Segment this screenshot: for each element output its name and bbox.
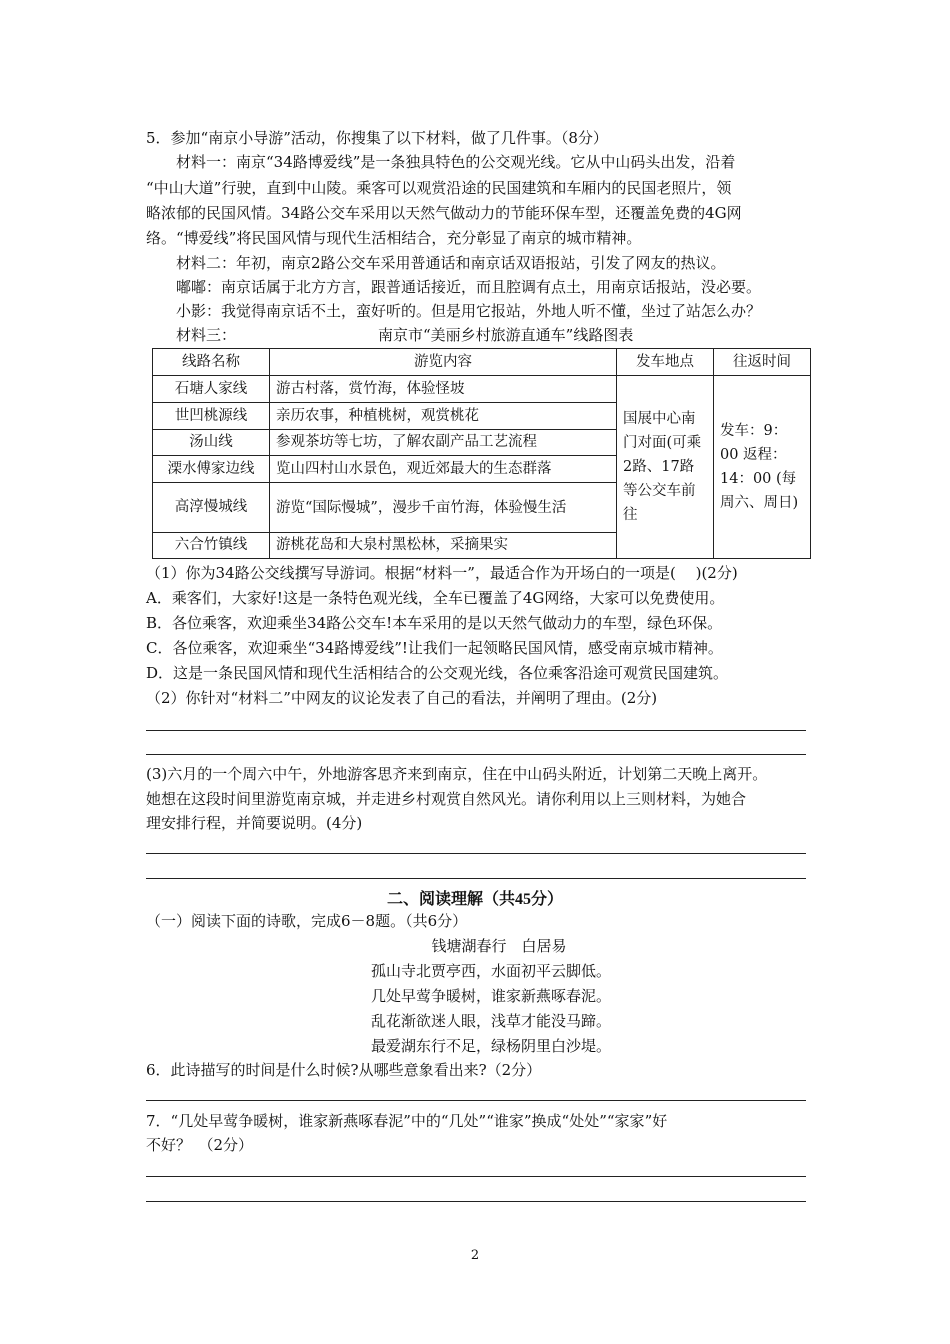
route-name: 汤山线 (153, 430, 270, 456)
q6: 6．此诗描写的时间是什么时候?从哪些意象看出来?（2分） (146, 1061, 542, 1079)
material1-line3: 略浓郁的民国风情。34路公交车采用以天然气做动力的节能环保车型，还覆盖免费的4G网 (146, 204, 742, 222)
poem-line: 几处早莺争暖树，谁家新燕啄春泥。 (370, 987, 611, 1005)
answer-line[interactable] (146, 1201, 806, 1202)
subq3-line3: 理安排行程，并简要说明。(4分) (146, 814, 363, 832)
answer-line[interactable] (146, 878, 806, 879)
route-content: 参观茶坊等七坊，了解农副产品工艺流程 (270, 430, 617, 456)
subq2: （2）你针对“材料二”中网友的议论发表了自己的看法，并阐明了理由。(2分) (146, 689, 658, 707)
answer-line[interactable] (146, 730, 806, 731)
material2-line3: 小影：我觉得南京话不土，蛮好听的。但是用它报站，外地人听不懂，坐过了站怎么办？ (176, 302, 762, 320)
answer-line[interactable] (146, 853, 806, 854)
route-name: 石塘人家线 (153, 376, 270, 403)
material2-line1: 材料二：年初，南京2路公交车采用普通话和南京话双语报站，引发了网友的热议。 (176, 254, 726, 272)
material1-line4: 络。“博爱线”将民国风情与现代生活相结合，充分彰显了南京的城市精神。 (146, 229, 642, 247)
q5-title: 5．参加“南京小导游”活动，你搜集了以下材料，做了几件事。（8分） (146, 129, 608, 147)
route-name: 溧水傅家边线 (153, 456, 270, 483)
poem-line: 乱花渐欲迷人眼，浅草才能没马蹄。 (370, 1012, 611, 1030)
subq3-line2: 她想在这段时间里游览南京城，并走进乡村观赏自然风光。请你利用以上三则材料，为她合 (146, 790, 747, 808)
material3-label: 材料三： (176, 326, 237, 344)
section-intro: （一）阅读下面的诗歌，完成6－8题。（共6分） (146, 912, 468, 930)
material1-line1: 材料一：南京“34路博爱线”是一条独具特色的公交观光线。它从中山码头出发，沿着 (176, 153, 736, 171)
poem-title: 钱塘湖春行 白居易 (431, 937, 567, 955)
col-header-content: 游览内容 (270, 349, 617, 376)
material3-table-title: 南京市“美丽乡村旅游直通车”线路图表 (378, 326, 634, 344)
route-content: 亲历农事，种植桃树，观赏桃花 (270, 403, 617, 430)
answer-line[interactable] (146, 754, 806, 755)
col-header-location: 发车地点 (617, 349, 714, 376)
route-content: 游览“国际慢城”，漫步千亩竹海，体验慢生活 (270, 483, 617, 533)
route-name: 世凹桃源线 (153, 403, 270, 430)
col-header-route: 线路名称 (153, 349, 270, 376)
departure-location: 国展中心南门对面(可乘2路、17路等公交车前往 (617, 376, 714, 559)
page-number: 2 (470, 1248, 480, 1263)
answer-line[interactable] (146, 1176, 806, 1177)
route-content: 览山四村山水景色，观近郊最大的生态群落 (270, 456, 617, 483)
col-header-time: 往返时间 (714, 349, 811, 376)
poem-line: 孤山寺北贾亭西，水面初平云脚低。 (370, 962, 611, 980)
q7-line2: 不好？ （2分） (146, 1136, 254, 1154)
poem-line: 最爱湖东行不足，绿杨阴里白沙堤。 (370, 1037, 611, 1055)
round-trip-time: 发车：9：00 返程：14：00 (每周六、周日) (714, 376, 811, 559)
subq3-line1: (3)六月的一个周六中午，外地游客思齐来到南京，住在中山码头附近，计划第二天晚上离开。 (146, 765, 768, 783)
route-name: 高淳慢城线 (153, 483, 270, 533)
route-content: 游古村落，赏竹海，体验怪坡 (270, 376, 617, 403)
material2-line2: 嘟嘟：南京话属于北方方言，跟普通话接近，而且腔调有点土，用南京话报站，没必要。 (176, 278, 762, 296)
route-table (152, 348, 811, 559)
section-title: 二、阅读理解（共45分） (386, 891, 563, 908)
route-name: 六合竹镇线 (153, 533, 270, 559)
subq1: （1）你为34路公交线撰写导游词。根据“材料一”，最适合作为开场白的一项是( )(2分) (146, 564, 738, 582)
route-content: 游桃花岛和大泉村黑松林，采摘果实 (270, 533, 617, 559)
material1-line2: “中山大道”行驶，直到中山陵。乘客可以观赏沿途的民国建筑和车厢内的民国老照片，领 (146, 179, 732, 197)
option-d: D．这是一条民国风情和现代生活相结合的公交观光线，各位乘客沿途可观赏民国建筑。 (146, 664, 729, 682)
option-a: A．乘客们，大家好!这是一条特色观光线，全车已覆盖了4G网络，大家可以免费使用。 (146, 589, 725, 607)
option-c: C．各位乘客，欢迎乘坐“34路博爱线”!让我们一起领略民国风情，感受南京城市精神。 (146, 639, 723, 657)
option-b: B．各位乘客，欢迎乘坐34路公交车!本车采用的是以天然气做动力的车型，绿色环保。 (146, 614, 723, 632)
q7-line1: 7．“几处早莺争暖树，谁家新燕啄春泥”中的“几处”“谁家”换成“处处”“家家”好 (146, 1112, 668, 1130)
answer-line[interactable] (146, 1100, 806, 1101)
